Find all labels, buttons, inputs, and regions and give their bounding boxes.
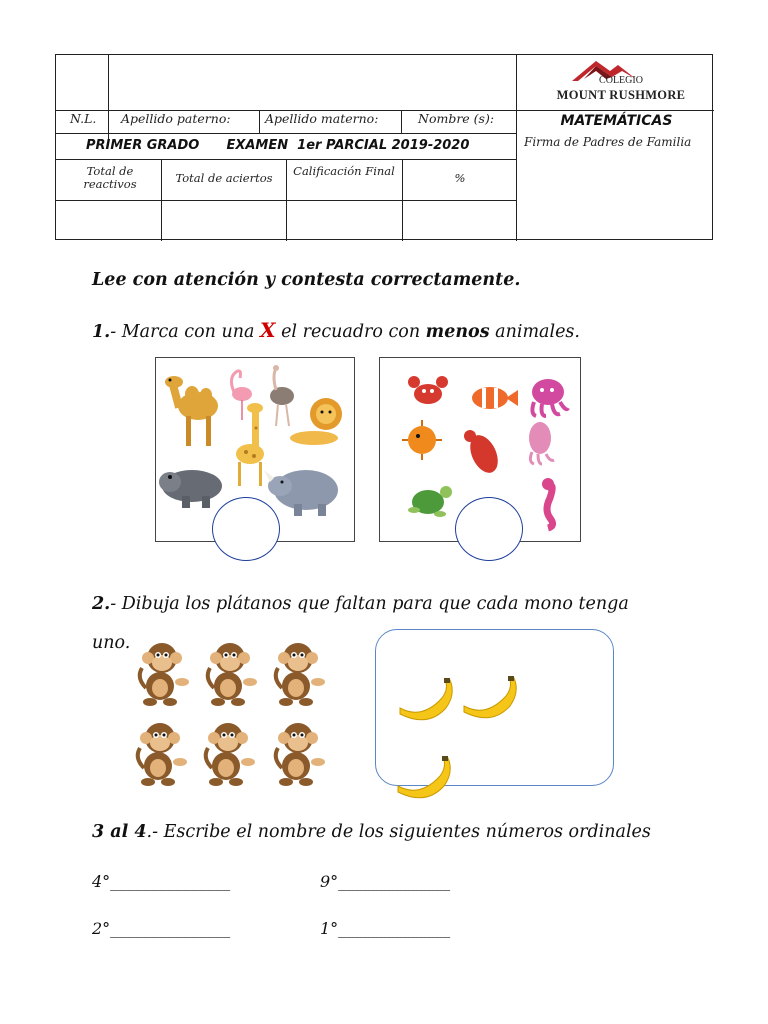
banana-icon (400, 678, 452, 720)
grade-exam-title: PRIMER GRADO EXAMEN 1er PARCIAL 2019-2020 (86, 138, 470, 153)
ordinal-answer-9[interactable]: 9°______________ (320, 872, 451, 891)
clownfish-icon (472, 387, 518, 409)
rhino-icon (264, 470, 338, 516)
firma-label: Firma de Padres de Familia (524, 135, 692, 149)
octopus-icon (532, 379, 568, 416)
subject-title: MATEMÁTICAS (560, 113, 673, 129)
monkey-icon (138, 723, 187, 786)
seahorse-icon (542, 478, 554, 528)
turtle-icon (408, 486, 452, 517)
question-3 (92, 822, 651, 842)
question-2-text: - Dibuja los plátanos que faltan para que cada mono tenga (110, 594, 629, 614)
ordinal-answer-4[interactable]: 4°_______________ (92, 872, 231, 891)
question-3-number: 3 al 4 (92, 822, 147, 842)
question-1-text-c: animales. (489, 322, 580, 342)
divider (402, 159, 403, 241)
question-1-text-a: - Marca con una (110, 322, 260, 342)
question-2-line1 (92, 594, 629, 614)
question-2-line2: uno. (92, 633, 131, 653)
school-name-line2: MOUNT RUSHMORE (556, 88, 686, 102)
squid-icon (529, 422, 554, 464)
divider (401, 110, 402, 134)
monkey-icon (206, 723, 255, 786)
answer-circle-land[interactable] (212, 497, 280, 561)
ostrich-icon (270, 365, 294, 426)
monkey-icon (276, 723, 325, 786)
hippo-icon (159, 470, 222, 508)
question-3-text: .- Escribe el nombre de los siguientes números ordinales (146, 822, 651, 842)
answer-circle-sea[interactable] (455, 497, 523, 561)
apellido-paterno-label: Apellido paterno: (121, 111, 231, 126)
question-1-bold-word: menos (425, 322, 490, 342)
total-aciertos-label: Total de aciertos (175, 171, 273, 185)
banana-icon (398, 756, 450, 798)
divider (161, 159, 162, 241)
crab-icon (408, 376, 448, 404)
banana-icon (464, 676, 516, 718)
school-name-line1: COLEGIO (599, 75, 643, 86)
monkey-icon (208, 643, 257, 706)
divider (286, 159, 287, 241)
apellido-materno-label: Apellido materno: (265, 111, 379, 126)
header-table (55, 54, 713, 240)
monkey-icon (276, 643, 325, 706)
monkey-icon (140, 643, 189, 706)
divider (259, 110, 260, 134)
question-1-text-b: el recuadro con (275, 322, 426, 342)
flamingo-icon (231, 371, 252, 420)
camel-icon (165, 376, 218, 446)
monkeys-illustration (134, 634, 344, 794)
percent-label: % (454, 171, 466, 185)
total-reactivos-label: Total de reactivos (83, 164, 137, 191)
giraffe-icon (236, 403, 264, 486)
ordinal-answer-2[interactable]: 2°_______________ (92, 919, 231, 938)
x-mark: X (259, 318, 276, 342)
calificacion-label: Calificación Final (293, 164, 395, 178)
ordinal-answer-1[interactable]: 1°______________ (320, 919, 451, 938)
divider (108, 55, 109, 145)
lobster-icon (464, 430, 503, 477)
instructions: Lee con atención y contesta correctamente. (92, 270, 521, 290)
divider (56, 133, 516, 134)
lion-icon (290, 398, 342, 445)
question-2-number: 2. (92, 594, 111, 614)
pufferfish-icon (402, 420, 442, 460)
nl-label: N.L. (70, 111, 97, 126)
nombre-label: Nombre (s): (418, 111, 495, 126)
divider (516, 55, 517, 241)
question-1 (92, 318, 580, 342)
question-1-number: 1. (92, 322, 111, 342)
bananas-illustration (390, 670, 520, 810)
